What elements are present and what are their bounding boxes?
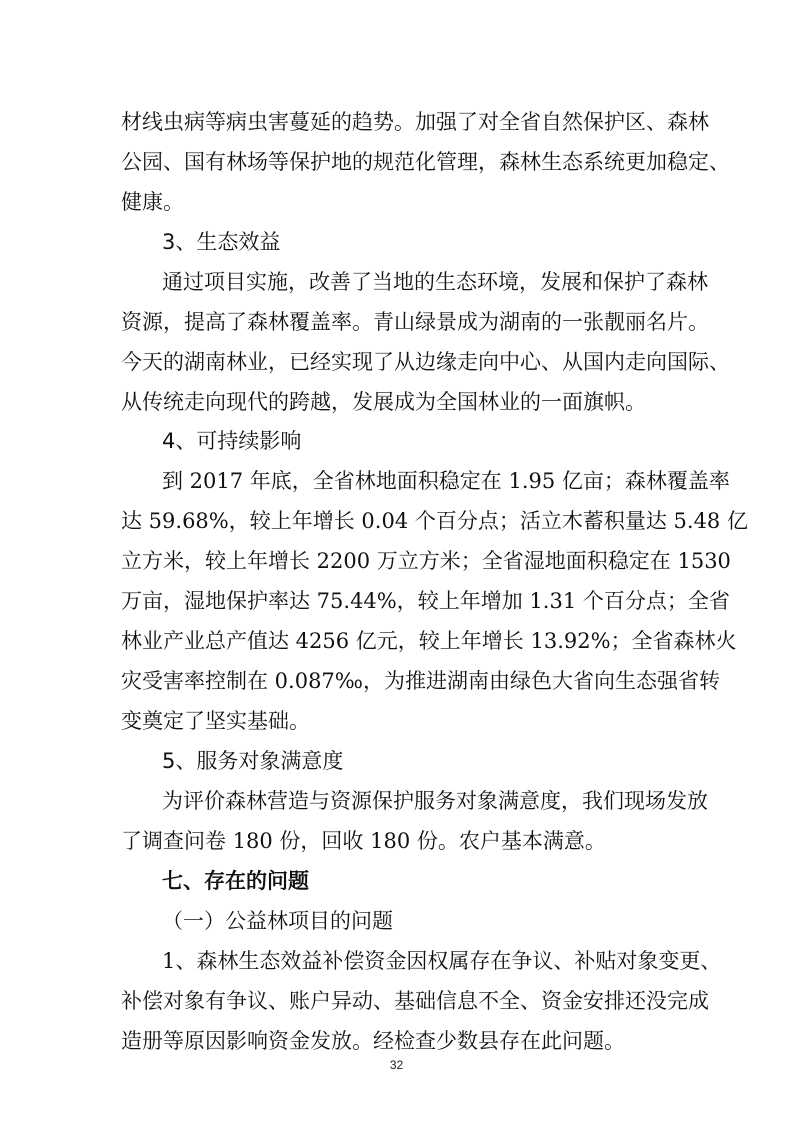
page-number: 32 bbox=[389, 1058, 404, 1072]
text-line: 为评价森林营造与资源保护服务对象满意度，我们现场发放 bbox=[162, 789, 708, 813]
text-line: 立方米，较上年增长 2200 万立方米；全省湿地面积稳定在 1530 bbox=[121, 549, 731, 573]
section-heading: 5、服务对象满意度 bbox=[162, 749, 344, 773]
text-line: 补偿对象有争议、账户异动、基础信息不全、资金安排还没完成 bbox=[121, 989, 709, 1013]
text-line: 资源，提高了森林覆盖率。青山绿景成为湖南的一张靓丽名片。 bbox=[121, 310, 709, 334]
text-line: 1、森林生态效益补偿资金因权属存在争议、补贴对象变更、 bbox=[162, 949, 722, 973]
chapter-heading: 七、存在的问题 bbox=[162, 869, 309, 893]
text-line: 材线虫病等病虫害蔓延的趋势。加强了对全省自然保护区、森林 bbox=[121, 110, 709, 134]
text-line: 灾受害率控制在 0.087‰，为推进湖南由绿色大省向生态强省转 bbox=[121, 669, 720, 693]
section-heading: 3、生态效益 bbox=[162, 230, 281, 254]
text-line: 万亩，湿地保护率达 75.44%，较上年增加 1.31 个百分点；全省 bbox=[121, 589, 730, 613]
text-line: 今天的湖南林业，已经实现了从边缘走向中心、从国内走向国际、 bbox=[121, 350, 730, 374]
text-line: 造册等原因影响资金发放。经检查少数县存在此问题。 bbox=[121, 1029, 625, 1053]
text-line: 达 59.68%，较上年增长 0.04 个百分点；活立木蓄积量达 5.48 亿 bbox=[121, 509, 748, 533]
text-line: 健康。 bbox=[121, 190, 184, 214]
text-line: 了调查问卷 180 份，回收 180 份。农户基本满意。 bbox=[121, 829, 606, 853]
text-line: 到 2017 年底，全省林地面积稳定在 1.95 亿亩；森林覆盖率 bbox=[162, 469, 730, 493]
text-line: 变奠定了坚实基础。 bbox=[121, 709, 310, 733]
text-line: 林业产业总产值达 4256 亿元，较上年增长 13.92%；全省森林火 bbox=[121, 629, 737, 653]
section-heading: 4、可持续影响 bbox=[162, 429, 302, 453]
text-line: 从传统走向现代的跨越，发展成为全国林业的一面旗帜。 bbox=[121, 390, 646, 414]
text-line: 通过项目实施，改善了当地的生态环境，发展和保护了森林 bbox=[162, 270, 708, 294]
text-line: 公园、国有林场等保护地的规范化管理，森林生态系统更加稳定、 bbox=[121, 150, 730, 174]
subsection-heading: （一）公益林项目的问题 bbox=[162, 909, 393, 933]
